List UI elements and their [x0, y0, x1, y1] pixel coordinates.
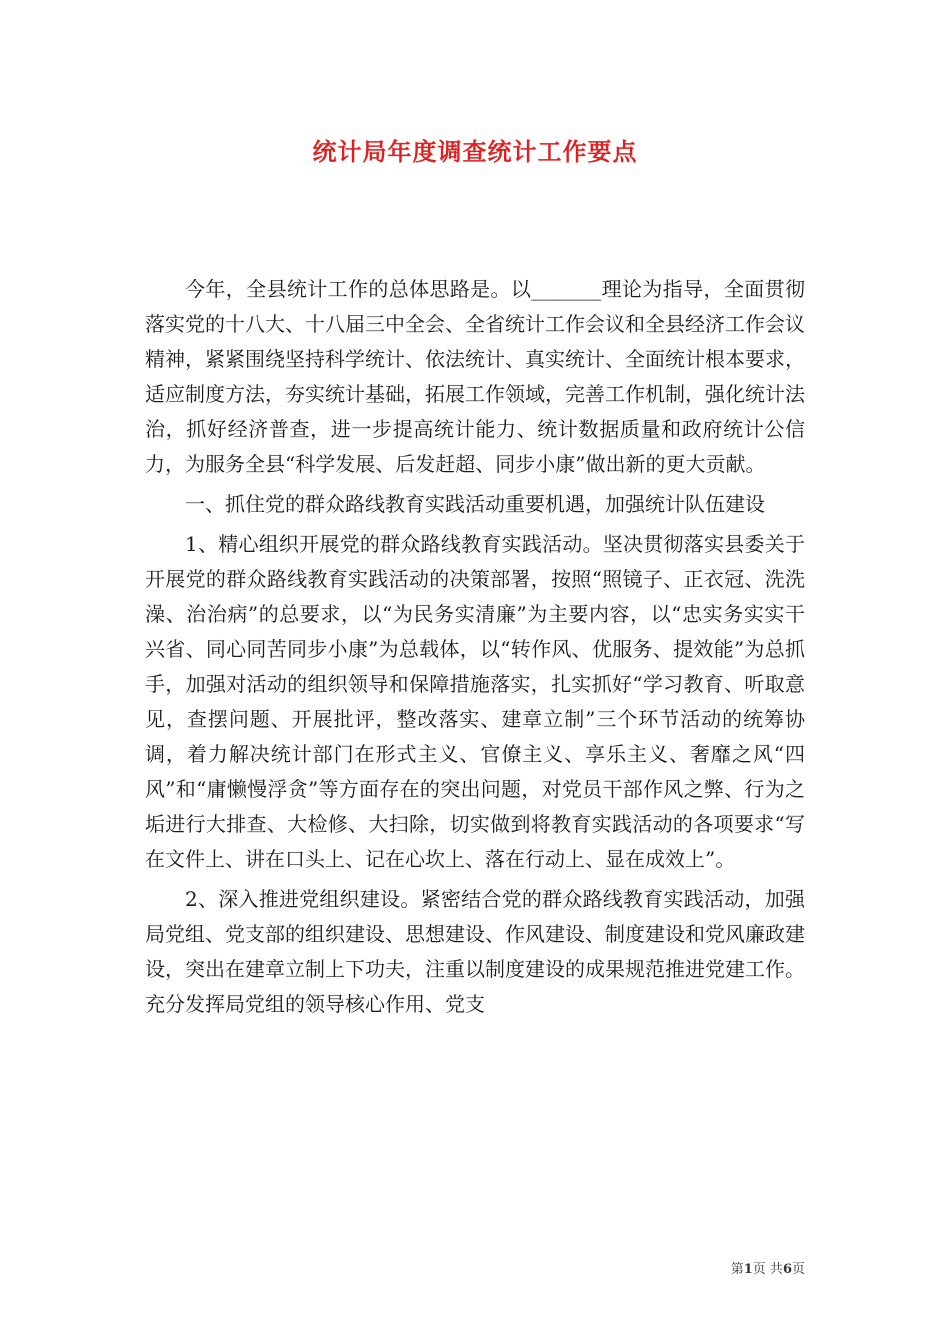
current-page-number: 1	[743, 1262, 753, 1277]
footer-suffix: 页	[791, 1262, 805, 1277]
paragraph-item-1: 1、精心组织开展党的群众路线教育实践活动。坚决贯彻落实县委关于开展党的群众路线教育实践活动的决策部署，按照“照镜子、正衣冠、洗洗澡、治治病”的总要求，以“为民务实清廉”为主要内容，以“忠实务实实干兴省、同心同苦同步小康”为总载体，以“转作风、优服务、提效能”为总抓手，加强对活动的组织领导和保障措施落实，扎实抓好“学习教育、听取意见，查摆问题、开展批评，整改落实、建章立制”三个环节活动的统筹协调，着力解决统计部门在形式主义、官僚主义、享乐主义、奢靡之风“四风”和“庸懒慢浮贪”等方面存在的突出问题，对党员干部作风之弊、行为之垢进行大排查、大检修、大扫除，切实做到将教育实践活动的各项要求“写在文件上、讲在口头上、记在心坎上、落在行动上、显在成效上”。	[145, 532, 805, 871]
footer-middle: 页 共	[752, 1262, 783, 1277]
document-title: 统计局年度调查统计工作要点	[312, 137, 638, 166]
document-body	[145, 272, 805, 1027]
total-page-count: 6	[782, 1262, 792, 1277]
paragraph-intro: 今年，全县统计工作的总体思路是。以_______理论为指导，全面贯彻落实党的十八大、十八届三中全会、全省统计工作会议和全县经济工作会议精神，紧紧围绕坚持科学统计、依法统计、真实统计、全面统计根本要求，适应制度方法，夯实统计基础，拓展工作领域，完善工作机制，强化统计法治，抓好经济普查，进一步提高统计能力、统计数据质量和政府统计公信力，为服务全县“科学发展、后发赶超、同步小康”做出新的更大贡献。	[145, 277, 805, 476]
footer-prefix: 第	[730, 1262, 744, 1277]
paragraph-item-2: 2、深入推进党组织建设。紧密结合党的群众路线教育实践活动，加强局党组、党支部的组织建设、思想建设、作风建设、制度建设和党风廉政建设，突出在建章立制上下功夫，注重以制度建设的成果规范推进党建工作。充分发挥局党组的领导核心作用、党支	[145, 887, 805, 1016]
page-number-footer	[731, 1258, 805, 1277]
section-heading-1: 一、抓住党的群众路线教育实践活动重要机遇，加强统计队伍建设	[185, 492, 765, 516]
